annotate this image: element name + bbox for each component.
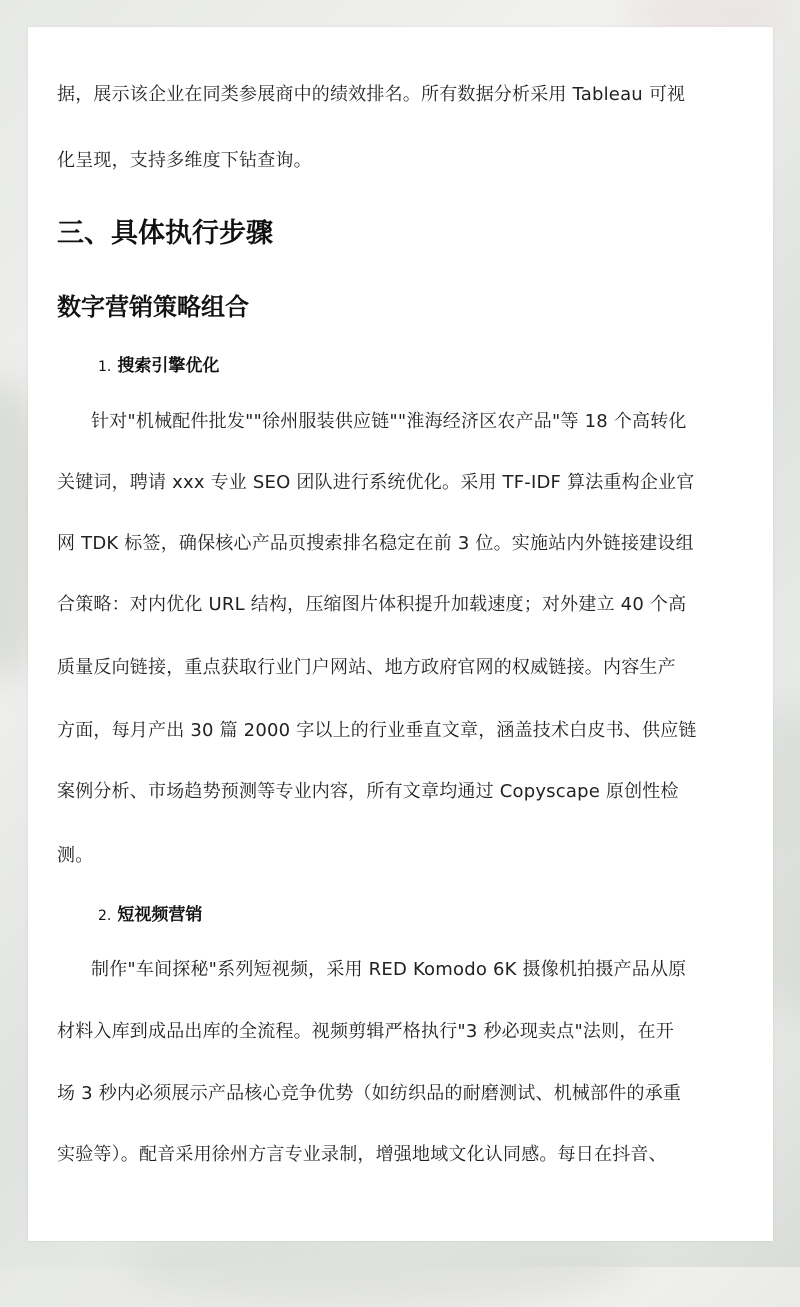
paragraph-line: 场 3 秒内必须展示产品核心竞争优势（如纺织品的耐磨测试、机械部件的承重 [57,1083,682,1104]
section-heading: 三、具体执行步骤 [57,218,273,249]
paragraph-line: 据，展示该企业在同类参展商中的绩效排名。所有数据分析采用 Tableau 可视 [57,84,686,105]
paragraph-line: 合策略：对内优化 URL 结构，压缩图片体积提升加载速度；对外建立 40 个高 [57,594,687,615]
paragraph-line: 制作"车间探秘"系列短视频，采用 RED Komodo 6K 摄像机拍摄产品从原 [91,959,687,980]
paragraph-line: 网 TDK 标签，确保核心产品页搜索排名稳定在前 3 位。实施站内外链接建设组 [57,533,694,554]
paragraph-line: 关键词，聘请 xxx 专业 SEO 团队进行系统优化。采用 TF-IDF 算法重构企业官 [57,472,695,493]
paragraph-line: 案例分析、市场趋势预测等专业内容，所有文章均通过 Copyscape 原创性检 [57,781,679,802]
paragraph-line: 针对"机械配件批发""徐州服装供应链""淮海经济区农产品"等 18 个高转化 [91,411,687,432]
paragraph-line: 测。 [57,845,94,866]
paragraph-line: 质量反向链接，重点获取行业门户网站、地方政府官网的权威链接。内容生产 [57,657,676,678]
list-item-heading [98,351,219,376]
list-number: 2. [98,908,112,924]
paragraph-line: 方面，每月产出 30 篇 2000 字以上的行业垂直文章，涵盖技术白皮书、供应链 [57,720,697,741]
subsection-heading: 数字营销策略组合 [57,293,249,321]
paragraph-line: 化呈现，支持多维度下钻查询。 [57,150,312,171]
paragraph-line: 实验等）。配音采用徐州方言专业录制，增强地域文化认同感。每日在抖音、 [57,1144,667,1165]
list-item-title: 短视频营销 [117,905,203,925]
list-item-heading [98,900,202,925]
list-item-title: 搜索引擎优化 [117,356,220,376]
paragraph-line: 材料入库到成品出库的全流程。视频剪辑严格执行"3 秒必现卖点"法则，在开 [57,1021,674,1042]
document-page [28,27,773,1241]
list-number: 1. [98,359,112,375]
